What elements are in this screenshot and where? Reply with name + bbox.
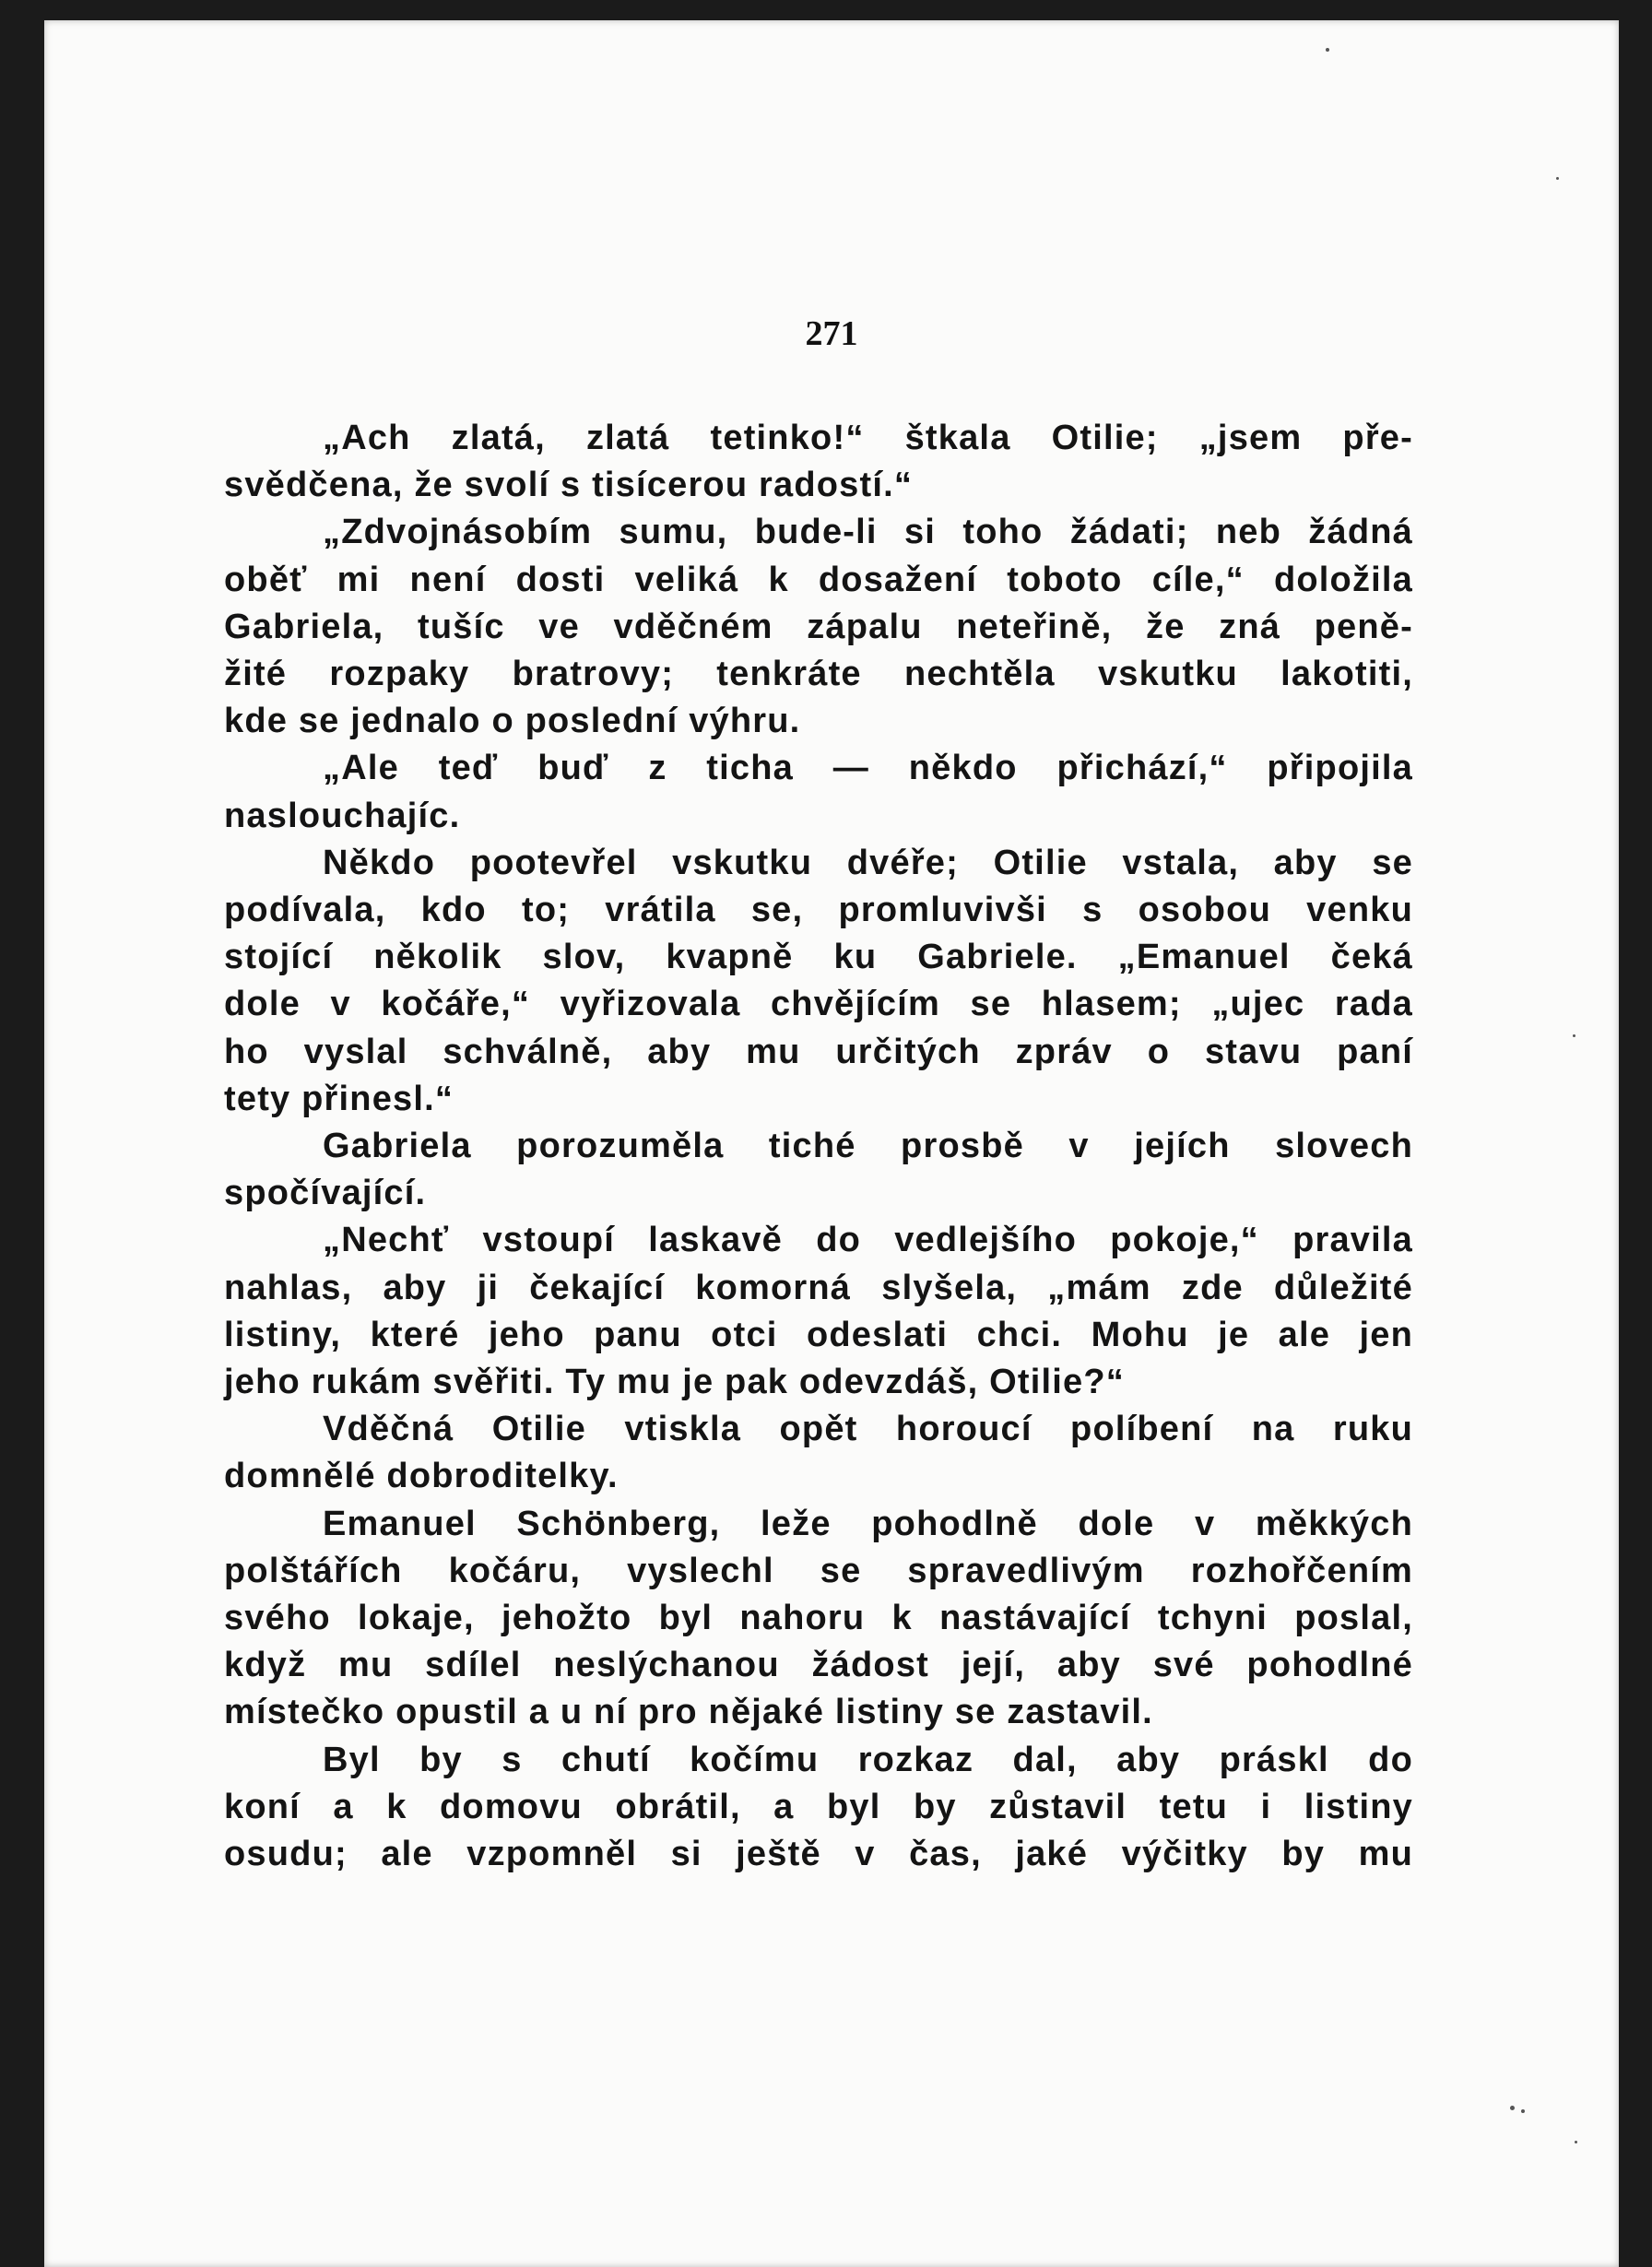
text-line: polštářích kočáru, vyslechl se spravedlivým rozhořčením: [224, 1551, 1413, 1590]
text-line: když mu sdílel neslýchanou žádost její, aby své pohodlné: [224, 1646, 1413, 1685]
text-line: svědčena, že svolí s tisícerou radostí.“: [224, 466, 914, 505]
text-line: oběť mi není dosti veliká k dosažení toboto cíle,“ doložila: [224, 560, 1413, 599]
text-line: osudu; ale vzpomněl si ještě v čas, jaké výčitky by mu: [224, 1835, 1413, 1874]
text-line: Vděčná Otilie vtiskla opět horoucí políbení na ruku: [323, 1410, 1413, 1449]
text-line: Emanuel Schönberg, leže pohodlně dole v měkkých: [323, 1504, 1413, 1543]
text-line: místečko opustil a u ní pro nějaké listiny se zastavil.: [224, 1693, 1153, 1732]
book-page: [44, 20, 1619, 2267]
text-line: naslouchajíc.: [224, 796, 461, 835]
text-line: žité rozpaky bratrovy; tenkráte nechtěla vskutku lakotiti,: [224, 655, 1413, 694]
body-text: [224, 415, 1413, 1878]
text-line: Někdo pootevřel vskutku dvéře; Otilie vstala, aby se: [323, 843, 1413, 882]
dust-speck: [1326, 48, 1329, 52]
text-line: svého lokaje, jehožto byl nahoru k nastávající tchyni poslal,: [224, 1599, 1413, 1638]
text-line: kde se jednalo o poslední výhru.: [224, 702, 801, 741]
text-line: Gabriela porozuměla tiché prosbě v jejích slovech: [323, 1127, 1413, 1166]
text-line: domnělé dobroditelky.: [224, 1457, 619, 1496]
text-line: Byl by s chutí kočímu rozkaz dal, aby práskl do: [323, 1740, 1413, 1779]
page-number: 271: [805, 314, 858, 353]
dust-speck: [1573, 1034, 1575, 1037]
text-line: „Zdvojnásobím sumu, bude-li si toho žádati; neb žádná: [323, 513, 1413, 552]
text-line: ho vyslal schválně, aby mu určitých zpráv o stavu paní: [224, 1032, 1413, 1071]
text-line: tety přinesl.“: [224, 1079, 454, 1118]
dust-speck: [1521, 2109, 1525, 2113]
text-line: nahlas, aby ji čekající komorná slyšela, „mám zde důležité: [224, 1268, 1413, 1307]
dust-speck: [1556, 177, 1559, 180]
text-line: „Ach zlatá, zlatá tetinko!“ štkala Otilie; „jsem pře-: [323, 419, 1413, 457]
text-line: dole v kočáře,“ vyřizovala chvějícím se hlasem; „ujec rada: [224, 985, 1413, 1024]
text-line: listiny, které jeho panu otci odeslati chci. Mohu je ale jen: [224, 1315, 1413, 1354]
text-line: jeho rukám svěřiti. Ty mu je pak odevzdáš, Otilie?“: [224, 1363, 1126, 1402]
text-line: Gabriela, tušíc ve vděčném zápalu neteřině, že zná peně-: [224, 607, 1413, 646]
text-line: „Ale teď buď z ticha — někdo přichází,“ připojila: [323, 749, 1413, 788]
text-line: koní a k domovu obrátil, a byl by zůstavil tetu i listiny: [224, 1787, 1413, 1826]
text-line: stojící několik slov, kvapně ku Gabriele. „Emanuel čeká: [224, 938, 1413, 977]
dust-speck: [1510, 2106, 1515, 2110]
text-line: spočívající.: [224, 1174, 427, 1213]
text-line: podívala, kdo to; vrátila se, promluvivši s osobou venku: [224, 891, 1413, 930]
text-line: „Nechť vstoupí laskavě do vedlejšího pokoje,“ pravila: [323, 1221, 1413, 1260]
dust-speck: [1575, 2141, 1577, 2143]
